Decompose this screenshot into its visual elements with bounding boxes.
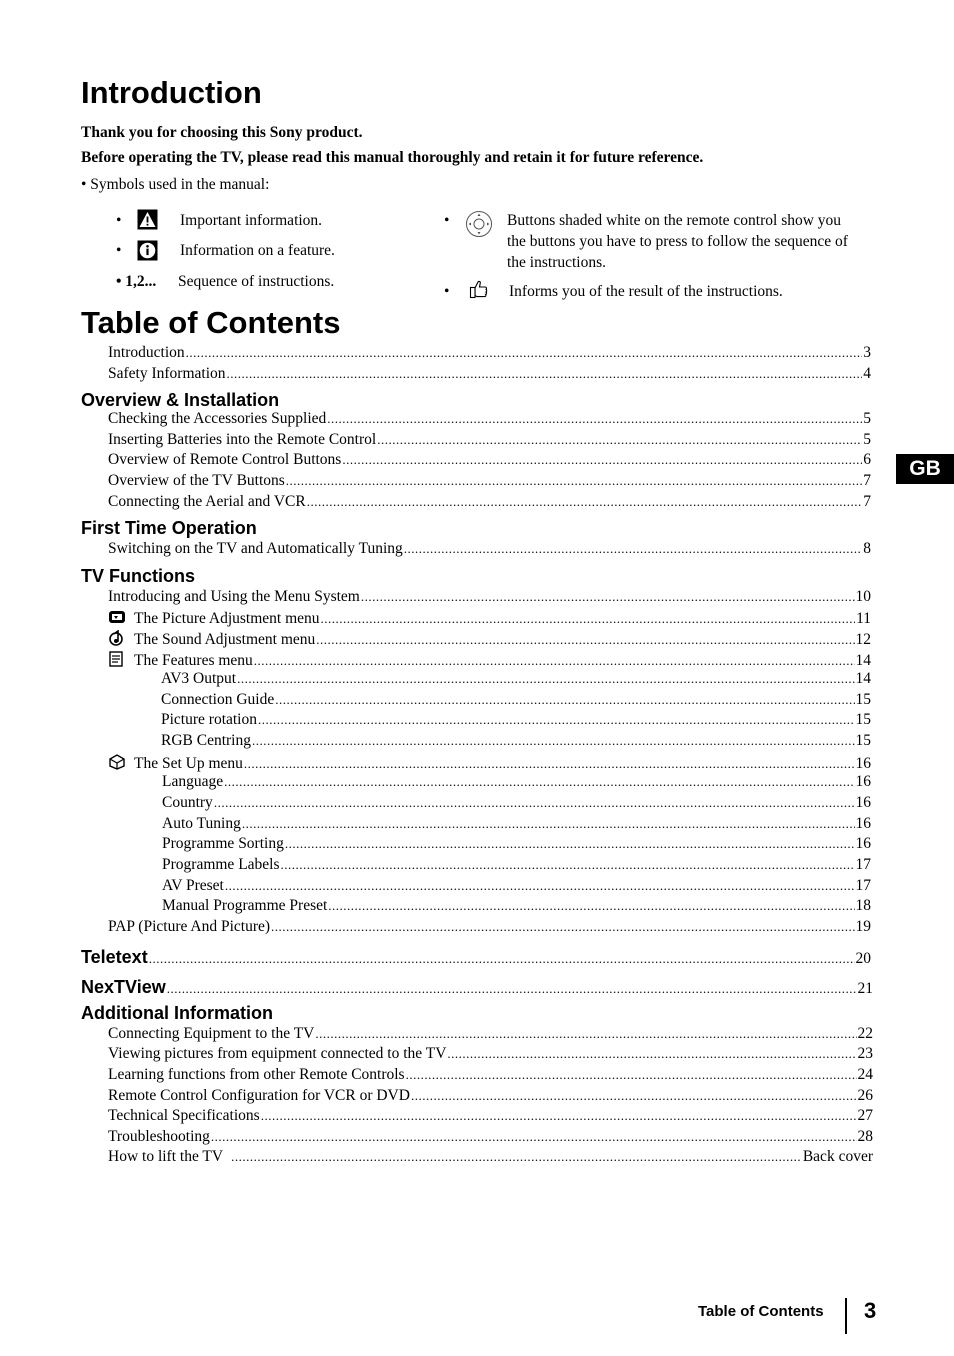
sequence-bullet: • 1,2... [116, 273, 157, 290]
symbol-text-buttons-line3: the instructions. [507, 254, 607, 271]
toc-entry[interactable]: Manual Programme Preset ..... 18 [162, 898, 871, 914]
toc-entry[interactable]: Learning functions from other Remote Controls ..... 24 [108, 1067, 873, 1083]
toc-entry[interactable]: AV3 Output ..... 14 [161, 671, 871, 687]
symbol-text-sequence: Sequence of instructions. [178, 273, 335, 290]
thumbs-up-icon [468, 279, 490, 301]
toc-entry[interactable]: The Picture Adjustment menu ..... 11 [108, 609, 871, 627]
toc-entry[interactable]: Connection Guide ..... 15 [161, 692, 871, 708]
toc-entry[interactable]: Introduction ..... 3 [108, 345, 871, 361]
symbol-bullet: • [444, 283, 450, 300]
remote-button-icon [465, 210, 493, 238]
toc-entry[interactable]: Inserting Batteries into the Remote Control ..... 5 [108, 432, 871, 448]
toc-title: Table of Contents [81, 305, 341, 340]
features-menu-icon [108, 651, 126, 667]
toc-entry[interactable]: Remote Control Configuration for VCR or DVD ..... 26 [108, 1088, 873, 1104]
symbol-text-important: Important information. [180, 212, 323, 229]
toc-entry[interactable]: Overview of Remote Control Buttons ..... 6 [108, 452, 871, 468]
toc-entry[interactable]: The Set Up menu ..... 16 [108, 754, 871, 772]
picture-menu-icon [108, 609, 126, 625]
toc-entry[interactable]: Switching on the TV and Automatically Tuning ..... 8 [108, 541, 871, 557]
footer-divider [845, 1298, 847, 1334]
setup-menu-icon [108, 754, 126, 770]
warning-icon [137, 209, 158, 230]
page-number: 3 [864, 1298, 877, 1323]
language-tab-badge: GB [896, 454, 954, 484]
intro-before: Before operating the TV, please read this manual thoroughly and retain it for future reference. [81, 149, 704, 166]
toc-entry[interactable]: Picture rotation ..... 15 [161, 712, 871, 728]
toc-entry[interactable]: Viewing pictures from equipment connected to the TV ..... 23 [108, 1046, 873, 1062]
sound-menu-icon [108, 630, 126, 646]
toc-entry[interactable]: Auto Tuning ..... 16 [162, 816, 871, 832]
toc-entry[interactable]: Programme Sorting ..... 16 [162, 836, 871, 852]
toc-entry[interactable]: Introducing and Using the Menu System ..... 10 [108, 589, 871, 605]
toc-entry[interactable]: Connecting Equipment to the TV ..... 22 [108, 1026, 873, 1042]
toc-entry[interactable]: Safety Information ..... 4 [108, 366, 871, 382]
toc-entry[interactable]: Checking the Accessories Supplied ..... 5 [108, 411, 871, 427]
symbol-text-buttons-line2: the buttons you have to press to follow the sequence of [507, 233, 848, 250]
symbol-text-buttons-line1: Buttons shaded white on the remote control show you [507, 212, 842, 229]
toc-entry[interactable]: The Sound Adjustment menu ..... 12 [108, 630, 871, 648]
toc-entry[interactable]: PAP (Picture And Picture) ..... 19 [108, 919, 871, 935]
symbols-intro: • Symbols used in the manual: [81, 176, 270, 193]
toc-section-heading: First Time Operation [81, 518, 257, 538]
toc-entry[interactable]: Country ..... 16 [162, 795, 871, 811]
symbol-bullet: • [116, 212, 122, 229]
toc-entry[interactable]: Language ..... 16 [162, 774, 871, 790]
toc-entry[interactable]: RGB Centring ..... 15 [161, 733, 871, 749]
toc-entry[interactable]: How to lift the TV ..... Back cover [108, 1149, 873, 1165]
intro-thanks: Thank you for choosing this Sony product. [81, 124, 363, 141]
footer-section-label: Table of Contents [698, 1303, 824, 1320]
toc-entry[interactable]: AV Preset ..... 17 [162, 878, 871, 894]
symbol-bullet: • [116, 242, 122, 259]
toc-entry[interactable]: Connecting the Aerial and VCR ..... 7 [108, 494, 871, 510]
intro-title: Introduction [81, 75, 262, 110]
info-icon [137, 240, 158, 261]
toc-entry-teletext[interactable]: Teletext ..... 20 [81, 948, 871, 967]
toc-entry[interactable]: Troubleshooting ..... 28 [108, 1129, 873, 1145]
toc-entry[interactable]: The Features menu ..... 14 [108, 651, 871, 669]
toc-entry[interactable]: Technical Specifications ..... 27 [108, 1108, 873, 1124]
symbol-text-result: Informs you of the result of the instructions. [509, 283, 783, 300]
symbol-bullet: • [444, 212, 450, 229]
toc-entry[interactable]: Programme Labels ..... 17 [162, 857, 871, 873]
symbol-text-info: Information on a feature. [180, 242, 335, 259]
toc-section-heading: TV Functions [81, 566, 195, 586]
toc-section-heading: Overview & Installation [81, 390, 280, 410]
toc-entry-nextview[interactable]: NexTView ..... 21 [81, 978, 873, 997]
toc-section-heading: Additional Information [81, 1003, 273, 1023]
toc-entry[interactable]: Overview of the TV Buttons ..... 7 [108, 473, 871, 489]
